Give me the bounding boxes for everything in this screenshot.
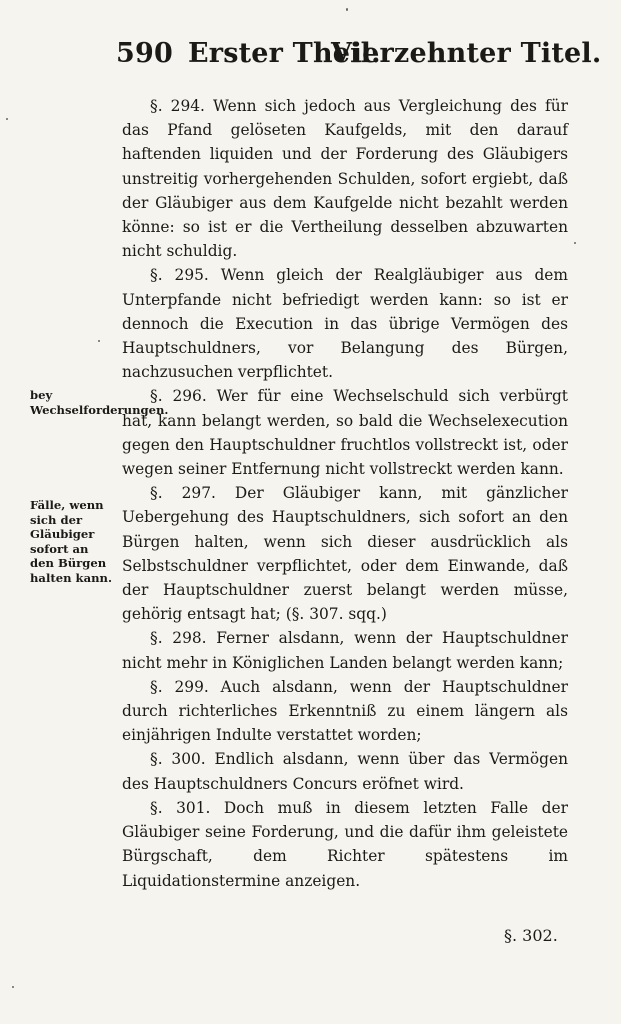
paper-speck <box>574 242 576 244</box>
paper-speck <box>98 340 100 342</box>
margin-note-bill-claims: bey Wechselforderungen. <box>30 388 169 417</box>
margin-note-surety-cases: Fälle, wenn sich der Gläubiger sofort an den Bürgen halten kann. <box>30 498 112 585</box>
chapter-title: Vierzehnter Titel. <box>331 38 602 69</box>
paragraph-301: §. 301. Doch muß in diesem letzten Falle der Gläubiger seine Forderung, und die dafür ihm geleistete Bürgschaft, dem Richter spätestens im Liquidationstermine anzeigen. <box>122 798 568 890</box>
paragraph-297: §. 297. Der Gläubiger kann, mit gänzlicher Uebergehung des Hauptschuldners, sich sofort an den Bürgen halten, wenn sich dieser ausdrücklich als Selbstschuldner verpflichtet, oder dem Einwande, daß der Hauptschuldner zuerst belangt werden müsse, gehörig entsagt hat; (§. 307. sqq.) <box>122 484 568 624</box>
main-text <box>122 94 568 893</box>
part-title: Erster Theil. <box>188 38 381 69</box>
paragraph-295: §. 295. Wenn gleich der Realgläubiger aus dem Unterpfande nicht befriedigt werden kann: so ist er dennoch die Execution in das übrige Vermögen des Hauptschuldners, vor Belangung des Bürgen, nachzusuchen verpflichtet. <box>122 266 568 382</box>
paper-speck <box>12 986 14 988</box>
paper-speck <box>346 8 348 11</box>
paper-speck <box>6 118 8 120</box>
paragraph-294: §. 294. Wenn sich jedoch aus Vergleichung des für das Pfand gelöseten Kaufgelds, mit den darauf haftenden liquiden und der Forderung des Gläubigers unstreitig vorhergehenden Schulden, sofort ergiebt, daß der Gläubiger aus dem Kaufgelde nicht bezahlt werden könne: so ist er die Vertheilung desselben abzuwarten nicht schuldig. <box>122 97 568 261</box>
page-number: 590 <box>116 38 173 69</box>
paragraph-299: §. 299. Auch alsdann, wenn der Hauptschuldner durch richterliches Erkenntniß zu einem längern als einjährigen Indulte verstattet worden; <box>122 677 568 745</box>
catchword: §. 302. <box>504 926 558 945</box>
paragraph-298: §. 298. Ferner alsdann, wenn der Hauptschuldner nicht mehr in Königlichen Landen belangt werden kann; <box>122 629 568 672</box>
running-header <box>110 38 602 78</box>
paragraph-296: §. 296. Wer für eine Wechselschuld sich verbürgt hat, kann belangt werden, so bald die Wechselexecution gegen den Hauptschuldner fruchtlos vollstreckt ist, oder wegen seiner Entfernung nicht vollstreckt werden kann. <box>122 387 568 479</box>
paragraph-300: §. 300. Endlich alsdann, wenn über das Vermögen des Hauptschuldners Concurs eröfnet wird. <box>122 750 568 793</box>
